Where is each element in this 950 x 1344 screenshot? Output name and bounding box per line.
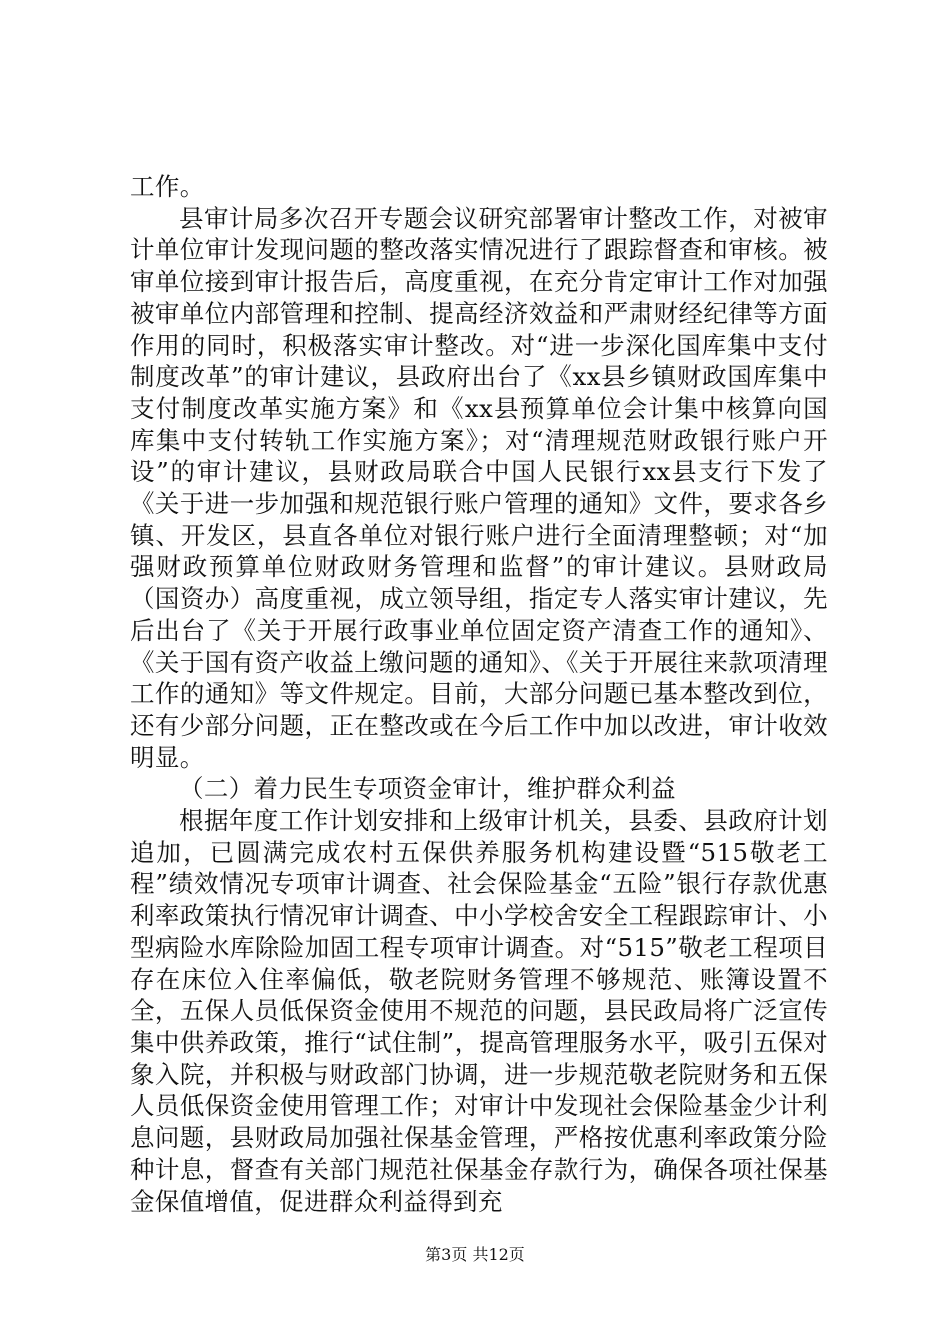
paragraph-audit-rectification: 县审计局多次召开专题会议研究部署审计整改工作，对被审计单位审计发现问题的整改落实情况进行了跟踪督查和审核。被审单位接到审计报告后，高度重视，在充分肯定审计工作对加强被审单位内部管理和控制、提高经济效益和严肃财经纪律等方面作用的同时，积极落实审计整改。对“进一步深化国库集中支付制度改革”的审计建议，县政府出台了《xx县乡镇财政国库集中支付制度改革实施方案》和《xx县预算单位会计集中核算向国库集中支付转轨工作实施方案》；对“清理规范财政银行账户开设”的审计建议，县财政局联合中国人民银行xx县支行下发了《关于进一步加强和规范银行账户管理的通知》文件，要求各乡镇、开发区，县直各单位对银行账户进行全面清理整顿；对“加强财政预算单位财政财务管理和监督”的审计建议。县财政局（国资办）高度重视，成立领导组，指定专人落实审计建议，先后出台了《关于开展行政事业单位固定资产清查工作的通知》、《关于国有资产收益上缴问题的通知》、《关于开展往来款项清理工作的通知》等文件规定。目前，大部分问题已基本整改到位，还有少部分问题，正在整改或在今后工作中加以改进，审计收效明显。 xyxy=(130,203,828,772)
paragraph-livelihood-funds: 根据年度工作计划安排和上级审计机关，县委、县政府计划追加，已圆满完成农村五保供养服务机构建设暨“515敬老工程”绩效情况专项审计调查、社会保险基金“五险”银行存款优惠利率政策执行情况审计调查、中小学校舍安全工程跟踪审计、小型病险水库除险加固工程专项审计调查。对“515”敬老工程项目存在床位入住率偏低，敬老院财务管理不够规范、账簿设置不全，五保人员低保资金使用不规范的问题，县民政局将广泛宣传集中供养政策，推行“试住制”，提高管理服务水平，吸引五保对象入院，并积极与财政部门协调，进一步规范敬老院财务和五保人员低保资金使用管理工作；对审计中发现社会保险基金少计利息问题，县财政局加强社保基金管理，严格按优惠利率政策分险种计息，督查有关部门规范社保基金存款行为，确保各项社保基金保值增值，促进群众利益得到充 xyxy=(130,806,828,1216)
paragraph-continuation: 工作。 xyxy=(130,172,205,201)
page-number-footer: 第3页 共12页 xyxy=(425,1245,525,1264)
section-heading: （二）着力民生专项资金审计，维护群众利益 xyxy=(179,774,676,804)
document-body xyxy=(130,171,828,1217)
